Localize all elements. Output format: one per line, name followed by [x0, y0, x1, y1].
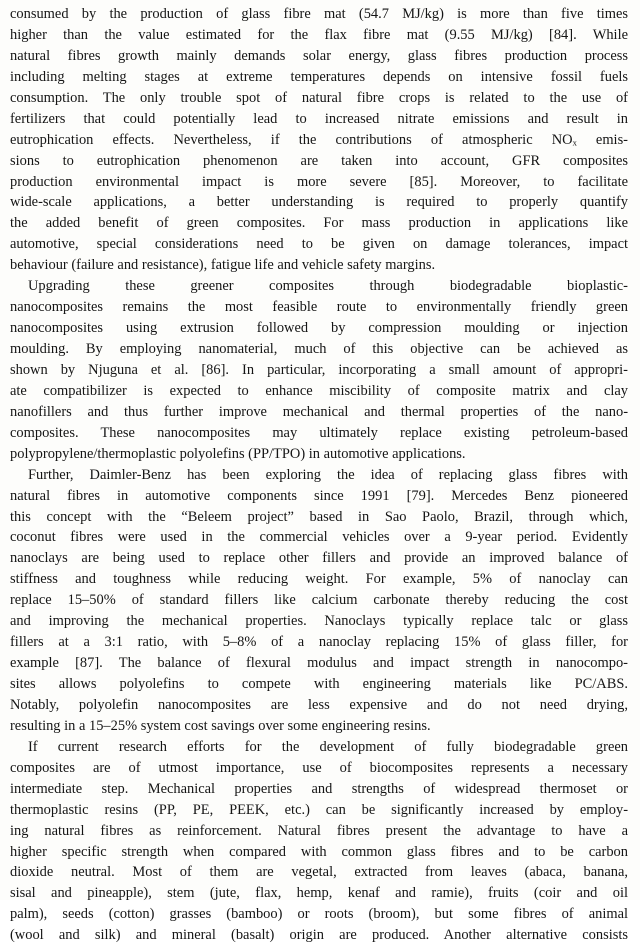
text-line: polypropylene/thermoplastic polyolefins (PP/TPO) in automotive applications.	[10, 445, 466, 462]
text-line: consumed by the production of glass fibre mat (54.7 MJ/kg) is more than five times	[10, 6, 628, 22]
text-line: nanoclays are being used to replace other fillers and provide an improved balance of	[10, 550, 628, 567]
text-line: ate compatibilizer is expected to enhance miscibility of composite matrix and clay	[10, 382, 628, 399]
text-line: resulting in a 15–25% system cost savings over some engineering resins.	[10, 717, 431, 734]
text-line: Upgrading these greener composites through biodegradable bioplastic-	[28, 278, 628, 295]
text-line: sisal and pineapple), stem (jute, flax, hemp, kenaf and ramie), fruits (coir and oil	[10, 885, 628, 902]
text-line: composites. These nanocomposites may ultimately replace existing petroleum-based	[10, 424, 628, 441]
text-line: including melting stages at extreme temperatures depends on intensive fossil fuels	[10, 68, 628, 85]
text-line: shown by Njuguna et al. [86]. In particular, incorporating a small amount of appropri-	[10, 361, 628, 378]
text-line: fillers at a 3:1 ratio, with 5–8% of a nanoclay replacing 15% of glass filler, for	[10, 634, 628, 651]
text-line: palm), seeds (cotton) grasses (bamboo) or roots (broom), but some fibres of animal	[10, 906, 628, 923]
text-line: nanofillers and thus further improve mechanical and thermal properties of the nano-	[10, 403, 628, 420]
text-line: and improving the mechanical properties. Nanoclays typically replace talc or glass	[10, 613, 628, 630]
text-line: behaviour (failure and resistance), fatigue life and vehicle safety margins.	[10, 257, 436, 274]
text-line: consumption. The only trouble spot of natural fibre crops is related to the use of	[10, 89, 628, 106]
paragraph-environmental-impact	[10, 4, 628, 276]
text-line: higher than the value estimated for the flax fibre mat (9.55 MJ/kg) [84]. While	[10, 26, 628, 43]
text-line: replace 15–50% of standard fillers like calcium carbonate thereby reducing the cost	[10, 592, 628, 609]
text-line: thermoplastic resins (PP, PE, PEEK, etc.) can be significantly increased by employ-	[10, 801, 628, 818]
text-line: nanocomposites using extrusion followed by compression moulding or injection	[10, 320, 628, 337]
text-line: composites are of utmost importance, use of biocomposites represents a necessary	[10, 759, 628, 776]
text-line: nanocomposites remains the most feasible route to environmentally friendly green	[10, 299, 628, 316]
text-line: natural fibres in automotive components since 1991 [79]. Mercedes Benz pioneered	[10, 487, 628, 504]
text-line: Further, Daimler-Benz has been exploring the idea of replacing glass fibres with	[28, 466, 628, 483]
text-line: this concept with the “Beleem project” based in Sao Paolo, Brazil, through which,	[10, 508, 628, 525]
text-line: natural fibres growth mainly demands solar energy, glass fibres production process	[10, 47, 628, 64]
text-line: sions to eutrophication phenomenon are taken into account, GFR composites	[10, 152, 628, 169]
text-line: the added benefit of green composites. For mass production in applications like	[10, 215, 628, 232]
watermark-logo	[510, 874, 632, 896]
text-line: eutrophication effects. Nevertheless, if the contributions of atmospheric NOₓ emis-	[10, 131, 628, 148]
text-line: stiffness and toughness while reducing weight. For example, 5% of nanoclay can	[10, 571, 628, 588]
text-line: dioxide neutral. Most of them are vegetal, extracted from leaves (abaca, banana,	[10, 864, 628, 881]
paragraph-nanocomposites	[10, 276, 628, 464]
text-line: coconut fibres were used in the commercial vehicles over a 9-year period. Evidently	[10, 529, 628, 546]
text-line: fertilizers that could potentially lead to increased nitrate emissions and result in	[10, 110, 628, 127]
paragraph-daimler-benz	[10, 465, 628, 737]
text-line: automotive, special considerations need to be given on damage tolerances, impact	[10, 236, 628, 253]
text-line: If current research efforts for the development of fully biodegradable green	[28, 738, 628, 755]
text-line: wide-scale applications, a better understanding is required to properly quantify	[10, 194, 628, 211]
paragraph-biocomposites	[10, 737, 628, 946]
text-line: ing natural fibres as reinforcement. Natural fibres present the advantage to have a	[10, 822, 628, 839]
text-line: sites allows polyolefins to compete with engineering materials like PC/ABS.	[10, 676, 628, 692]
text-line: intermediate step. Mechanical properties and strengths of widespread thermoset or	[10, 780, 628, 797]
text-column	[10, 4, 628, 946]
text-line: Notably, polyolefin nanocomposites are less expensive and do not need drying,	[10, 696, 628, 713]
text-line: example [87]. The balance of flexural modulus and impact strength in nanocompo-	[10, 655, 628, 672]
text-line: moulding. By employing nanomaterial, much of this objective can be achieved as	[10, 341, 628, 357]
text-line: production environmental impact is more severe [85]. Moreover, to facilitate	[10, 173, 628, 190]
text-line: (wool and silk) and mineral (basalt) origin are produced. Another alternative consists	[10, 927, 628, 944]
text-line: higher specific strength when compared with common glass fibres and to be carbon	[10, 843, 628, 860]
